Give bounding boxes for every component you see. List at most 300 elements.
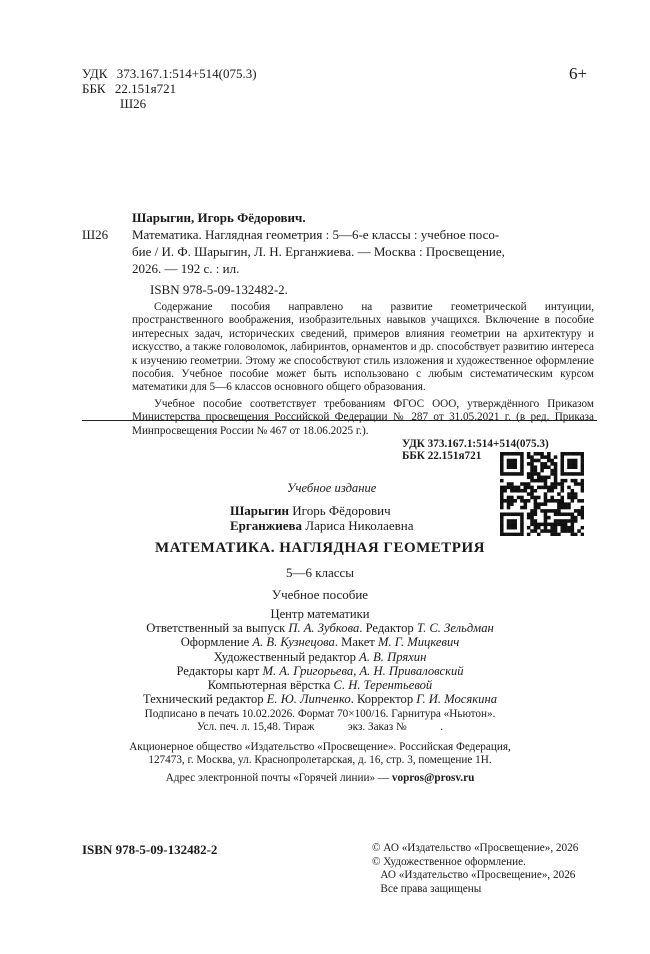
qr-module: [510, 486, 514, 490]
credit-name: А. В. Кузнецова: [252, 635, 335, 650]
qr-module: [547, 523, 551, 527]
qr-module: [571, 512, 575, 516]
credit-name: А. В. Пряхин: [359, 649, 427, 664]
qr-module: [500, 472, 504, 476]
qr-module: [510, 452, 514, 456]
qr-module: [500, 479, 504, 483]
bbk-code: 22.151я721: [114, 81, 177, 96]
qr-module: [510, 462, 514, 466]
qr-module: [544, 499, 548, 503]
qr-module: [507, 523, 511, 527]
qr-module: [524, 489, 528, 493]
qr-module: [577, 529, 581, 533]
credit-line: [80, 678, 560, 692]
qr-module: [510, 459, 514, 463]
copyright-line: © АО «Издательство «Просвещение», 2026: [372, 842, 579, 854]
qr-module: [550, 529, 554, 533]
qr-module: [560, 462, 564, 466]
qr-module: [550, 533, 554, 536]
qr-module: [550, 462, 554, 466]
qr-module: [544, 492, 548, 496]
qr-module: [544, 512, 548, 516]
copyright-line: © Художественное оформление.: [372, 855, 526, 868]
qr-module: [557, 499, 561, 503]
qr-module: [564, 512, 568, 516]
qr-module: [554, 469, 558, 473]
author-first-name: Лариса Николаевна: [305, 518, 414, 533]
qr-module: [544, 455, 548, 459]
qr-module: [513, 519, 517, 523]
credit-line: [80, 650, 560, 664]
qr-module: [513, 486, 517, 490]
qr-module: [554, 462, 558, 466]
qr-module: [510, 523, 514, 527]
qr-module: [520, 465, 524, 469]
qr-module: [540, 465, 544, 469]
qr-module: [571, 516, 575, 520]
qr-module: [567, 519, 571, 523]
qr-module: [554, 526, 558, 530]
qr-module: [503, 499, 507, 503]
qr-module: [527, 486, 531, 490]
qr-module: [534, 506, 538, 510]
qr-module: [507, 506, 511, 510]
qr-module: [557, 512, 561, 516]
qr-module: [574, 533, 578, 536]
qr-module: [581, 472, 584, 476]
qr-module: [544, 482, 548, 486]
qr-module: [503, 533, 507, 536]
qr-module: [537, 459, 541, 463]
qr-module: [540, 462, 544, 466]
qr-module: [513, 512, 517, 516]
qr-module: [547, 465, 551, 469]
qr-module: [581, 469, 584, 473]
qr-module: [560, 526, 564, 530]
qr-module: [581, 465, 584, 469]
qr-module: [513, 462, 517, 466]
qr-module: [520, 489, 524, 493]
qr-module: [571, 462, 575, 466]
qr-module: [540, 486, 544, 490]
qr-module: [567, 496, 571, 500]
qr-module: [500, 492, 504, 496]
publisher: [80, 741, 560, 768]
qr-module: [530, 469, 534, 473]
qr-module: [544, 523, 548, 527]
qr-module: [530, 462, 534, 466]
qr-module: [557, 533, 561, 536]
copyright: [372, 842, 578, 896]
record-abstract: Содержание пособия направлено на развитие геометрической интуиции, пространственного воображения, изобразительных навыков учащихся. Включение в пособие интересных задач, исторических сведений, примеров влияния геометрии на архитектуру и искусство, а также головоломок, лабиринтов, орнаментов и др. способствует развитию интереса к изучению геометрии. Этому же способствуют стиль изложения и художественное оформление пособия. Учебное пособие может быть использовано с любым систематическим курсом математики для 5—6 классов основного общего образования.: [132, 301, 594, 394]
qr-module: [507, 462, 511, 466]
qr-module: [530, 455, 534, 459]
qr-module: [554, 533, 558, 536]
catalog-record: [82, 209, 594, 462]
qr-module: [510, 482, 514, 486]
footer-isbn: ISBN 978-5-09-132482-2: [82, 842, 218, 857]
qr-module: [571, 479, 575, 483]
qr-module: [507, 496, 511, 500]
qr-module: [581, 506, 584, 510]
qr-module: [544, 496, 548, 500]
qr-module: [530, 523, 534, 527]
qr-module: [564, 479, 568, 483]
credit-line: [80, 664, 560, 678]
qr-module: [537, 533, 541, 536]
qr-module: [527, 452, 531, 456]
credit-role: Технический редактор: [142, 692, 267, 707]
qr-module: [510, 533, 514, 536]
qr-module: [530, 465, 534, 469]
qr-code: [500, 452, 584, 536]
qr-module: [567, 502, 571, 506]
qr-module: [571, 499, 575, 503]
qr-module: [554, 509, 558, 513]
qr-module: [507, 482, 511, 486]
qr-module: [564, 523, 568, 527]
qr-module: [571, 519, 575, 523]
qr-module: [520, 452, 524, 456]
qr-module: [567, 462, 571, 466]
qr-module: [560, 465, 564, 469]
qr-module: [581, 509, 584, 513]
qr-module: [547, 529, 551, 533]
qr-module: [507, 533, 511, 536]
qr-module: [527, 476, 531, 480]
qr-module: [507, 452, 511, 456]
qr-module: [574, 496, 578, 500]
qr-module: [513, 526, 517, 530]
qr-module: [564, 526, 568, 530]
qr-module: [550, 509, 554, 513]
qr-module: [557, 506, 561, 510]
qr-module: [530, 496, 534, 500]
qr-module: [577, 512, 581, 516]
qr-module: [540, 455, 544, 459]
qr-module: [554, 499, 558, 503]
qr-module: [560, 499, 564, 503]
authors: [230, 503, 413, 533]
qr-module: [500, 455, 504, 459]
qr-module: [500, 465, 504, 469]
qr-module: [513, 459, 517, 463]
credit-role: Оформление: [180, 635, 253, 650]
qr-module: [500, 496, 504, 500]
qr-module: [571, 533, 575, 536]
publisher-line: 127473, г. Москва, ул. Краснопролетарская, д. 16, стр. 3, помещение 1Н.: [148, 754, 492, 767]
qr-module: [520, 529, 524, 533]
qr-module: [577, 482, 581, 486]
qr-module: [517, 489, 521, 493]
qr-module: [581, 462, 584, 466]
qr-module: [513, 472, 517, 476]
qr-module: [530, 459, 534, 463]
qr-module: [534, 526, 538, 530]
qr-module: [567, 452, 571, 456]
credit-line: [80, 635, 560, 649]
editorial-center: Центр математики: [270, 607, 370, 621]
udk-label: УДК: [82, 66, 108, 81]
email-label: Адрес электронной почты «Горячей линии» —: [165, 772, 392, 784]
qr-module: [527, 482, 531, 486]
qr-module: [577, 472, 581, 476]
qr-module: [540, 479, 544, 483]
email-link[interactable]: vopros@prosv.ru: [391, 772, 475, 784]
qr-module: [530, 509, 534, 513]
record-line: 2026. — 192 с. : ил.: [132, 261, 240, 276]
qr-module: [503, 512, 507, 516]
qr-module: [510, 502, 514, 506]
qr-module: [567, 512, 571, 516]
qr-module: [571, 465, 575, 469]
qr-module: [534, 499, 538, 503]
qr-module: [530, 489, 534, 493]
credit-line: [80, 692, 560, 706]
qr-module: [554, 455, 558, 459]
qr-module: [571, 472, 575, 476]
qr-module: [524, 486, 528, 490]
qr-module: [581, 516, 584, 520]
qr-module: [567, 472, 571, 476]
author-sign: Ш26: [120, 96, 147, 111]
qr-module: [503, 472, 507, 476]
qr-module: [500, 489, 504, 493]
qr-module: [500, 523, 504, 527]
qr-module: [560, 489, 564, 493]
edition-type: Учебное издание: [287, 481, 377, 495]
qr-module: [574, 519, 578, 523]
record-code: Ш26: [82, 227, 109, 242]
qr-module: [577, 499, 581, 503]
qr-module: [534, 479, 538, 483]
qr-module: [554, 472, 558, 476]
qr-module: [530, 472, 534, 476]
credit-role: . Редактор: [359, 621, 417, 636]
record-bbk: ББК 22.151я721: [402, 450, 482, 463]
qr-module: [537, 476, 541, 480]
qr-module: [534, 465, 538, 469]
qr-module: [527, 516, 531, 520]
credit-name: Е. Ю. Липченко: [266, 692, 351, 707]
qr-module: [500, 533, 504, 536]
qr-module: [567, 529, 571, 533]
qr-module: [517, 512, 521, 516]
credit-name: С. Н. Терентьевой: [333, 678, 433, 693]
qr-module: [574, 482, 578, 486]
qr-module: [540, 529, 544, 533]
qr-module: [520, 496, 524, 500]
qr-module: [554, 476, 558, 480]
credit-role: Ответственный за выпуск: [146, 621, 289, 636]
qr-module: [537, 479, 541, 483]
qr-module: [527, 492, 531, 496]
udk-code: 373.167.1:514+514(075.3): [116, 66, 257, 81]
qr-module: [503, 489, 507, 493]
qr-module: [560, 452, 564, 456]
qr-module: [571, 526, 575, 530]
qr-module: [527, 533, 531, 536]
qr-module: [560, 469, 564, 473]
qr-module: [557, 482, 561, 486]
qr-module: [554, 465, 558, 469]
qr-module: [557, 502, 561, 506]
qr-module: [581, 459, 584, 463]
qr-module: [560, 496, 564, 500]
qr-module: [510, 496, 514, 500]
record-isbn: ISBN 978-5-09-132482-2.: [150, 282, 288, 297]
qr-module: [567, 492, 571, 496]
qr-module: [540, 452, 544, 456]
qr-module: [557, 519, 561, 523]
qr-module: [557, 492, 561, 496]
qr-module: [507, 502, 511, 506]
qr-module: [537, 523, 541, 527]
qr-module: [520, 512, 524, 516]
credit-role: Редакторы карт: [176, 663, 263, 678]
qr-module: [540, 469, 544, 473]
qr-module: [560, 482, 564, 486]
qr-module: [560, 529, 564, 533]
qr-module: [534, 529, 538, 533]
qr-module: [527, 499, 531, 503]
qr-module: [500, 512, 504, 516]
qr-module: [537, 496, 541, 500]
bbk-label: ББК: [82, 81, 106, 96]
qr-module: [574, 509, 578, 513]
qr-module: [537, 506, 541, 510]
credit-role: . Макет: [334, 635, 378, 650]
qr-module: [517, 496, 521, 500]
qr-module: [520, 523, 524, 527]
qr-module: [571, 523, 575, 527]
qr-module: [544, 486, 548, 490]
qr-module: [547, 459, 551, 463]
qr-module: [550, 526, 554, 530]
qr-module: [534, 512, 538, 516]
copyright-line: АО «Издательство «Просвещение», 2026: [372, 869, 576, 881]
qr-module: [544, 465, 548, 469]
grades: 5—6 классы: [285, 565, 355, 580]
qr-module: [534, 459, 538, 463]
author-last-name: Ерганжиева: [230, 518, 303, 533]
qr-module: [530, 519, 534, 523]
qr-module: [571, 452, 575, 456]
qr-module: [534, 502, 538, 506]
qr-module: [500, 506, 504, 510]
hotline: [80, 772, 560, 785]
qr-module: [510, 519, 514, 523]
qr-module: [507, 499, 511, 503]
qr-module: [534, 452, 538, 456]
qr-module: [507, 459, 511, 463]
qr-module: [564, 472, 568, 476]
qr-module: [507, 486, 511, 490]
qr-module: [550, 489, 554, 493]
qr-module: [550, 469, 554, 473]
qr-module: [550, 496, 554, 500]
qr-module: [540, 476, 544, 480]
qr-module: [500, 529, 504, 533]
qr-module: [534, 509, 538, 513]
qr-module: [527, 472, 531, 476]
qr-module: [500, 452, 504, 456]
qr-module: [550, 459, 554, 463]
qr-module: [520, 469, 524, 473]
qr-module: [567, 465, 571, 469]
qr-module: [544, 479, 548, 483]
qr-module: [550, 486, 554, 490]
qr-module: [507, 465, 511, 469]
qr-module: [524, 506, 528, 510]
qr-module: [513, 465, 517, 469]
qr-module: [574, 492, 578, 496]
divider: [82, 420, 597, 421]
qr-module: [510, 526, 514, 530]
qr-module: [513, 523, 517, 527]
qr-module: [527, 512, 531, 516]
qr-module: [574, 472, 578, 476]
qr-module: [544, 516, 548, 520]
qr-module: [581, 482, 584, 486]
qr-module: [560, 479, 564, 483]
qr-module: [560, 502, 564, 506]
qr-module: [554, 529, 558, 533]
qr-module: [520, 519, 524, 523]
print-line: Усл. печ. л. 15,48. Тираж экз. Заказ № .: [196, 721, 444, 734]
credit-name: Г. И. Мосякина: [416, 692, 497, 707]
qr-module: [520, 462, 524, 466]
qr-module: [560, 459, 564, 463]
qr-module: [530, 529, 534, 533]
qr-module: [500, 516, 504, 520]
qr-module: [524, 482, 528, 486]
qr-module: [527, 526, 531, 530]
classification-block: [82, 66, 257, 111]
qr-module: [510, 472, 514, 476]
qr-module: [550, 472, 554, 476]
qr-module: [513, 533, 517, 536]
age-rating: 6+: [569, 64, 588, 83]
qr-module: [534, 523, 538, 527]
qr-module: [567, 459, 571, 463]
qr-module: [530, 516, 534, 520]
qr-module: [500, 526, 504, 530]
qr-module: [520, 459, 524, 463]
qr-module: [524, 502, 528, 506]
qr-module: [534, 469, 538, 473]
qr-module: [520, 526, 524, 530]
qr-module: [500, 469, 504, 473]
credit-role: . Корректор: [350, 692, 417, 707]
book-kind: Учебное пособие: [271, 587, 369, 602]
qr-module: [544, 502, 548, 506]
qr-module: [560, 523, 564, 527]
qr-module: [534, 519, 538, 523]
qr-module: [507, 472, 511, 476]
qr-module: [500, 499, 504, 503]
qr-module: [581, 479, 584, 483]
copyright-line: Все права защищены: [372, 882, 482, 895]
qr-module: [571, 459, 575, 463]
qr-module: [554, 512, 558, 516]
qr-module: [581, 489, 584, 493]
qr-module: [524, 499, 528, 503]
qr-module: [560, 506, 564, 510]
qr-module: [560, 455, 564, 459]
qr-module: [547, 489, 551, 493]
qr-module: [544, 519, 548, 523]
